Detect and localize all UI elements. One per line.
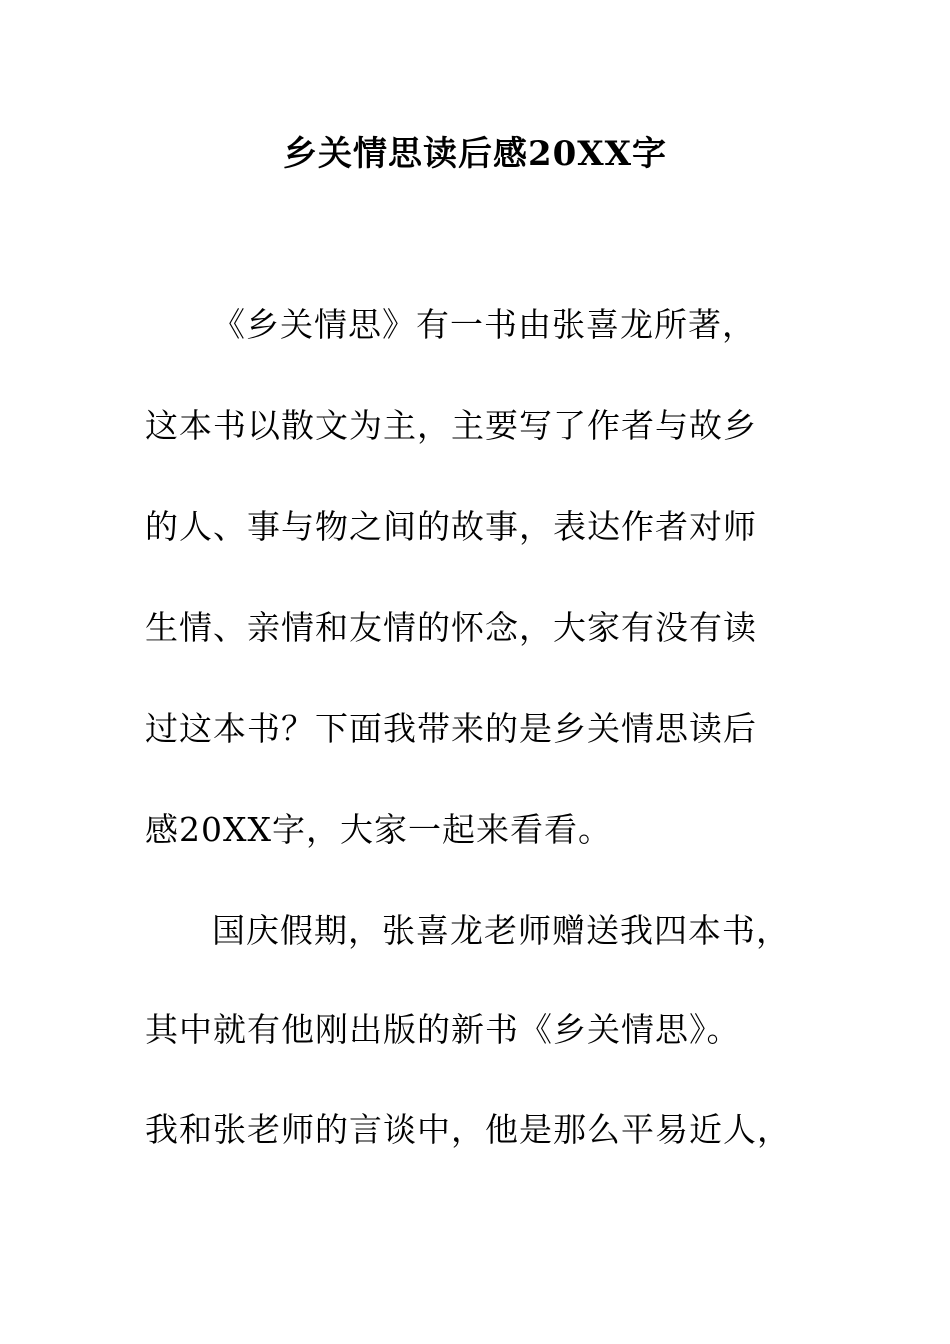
paragraph-line: 这本书以散文为主，主要写了作者与故乡 xyxy=(145,406,757,445)
paragraph-line: 感20XX字，大家一起来看看。 xyxy=(145,810,612,849)
paragraph-line: 的人、事与物之间的故事，表达作者对师 xyxy=(145,507,757,546)
paragraph-line: 国庆假期，张喜龙老师赠送我四本书， xyxy=(212,911,790,950)
paragraph-line: 其中就有他刚出版的新书《乡关情思》。 xyxy=(145,1010,741,1049)
document-title: 乡关情思读后感20XX字 xyxy=(282,134,668,174)
paragraph-line: 我和张老师的言谈中，他是那么平易近人， xyxy=(145,1110,791,1149)
paragraph-line: 生情、亲情和友情的怀念，大家有没有读 xyxy=(145,608,757,647)
paragraph-line: 《乡关情思》有一书由张喜龙所著， xyxy=(212,305,756,344)
paragraph-line: 过这本书？下面我带来的是乡关情思读后 xyxy=(145,709,757,748)
